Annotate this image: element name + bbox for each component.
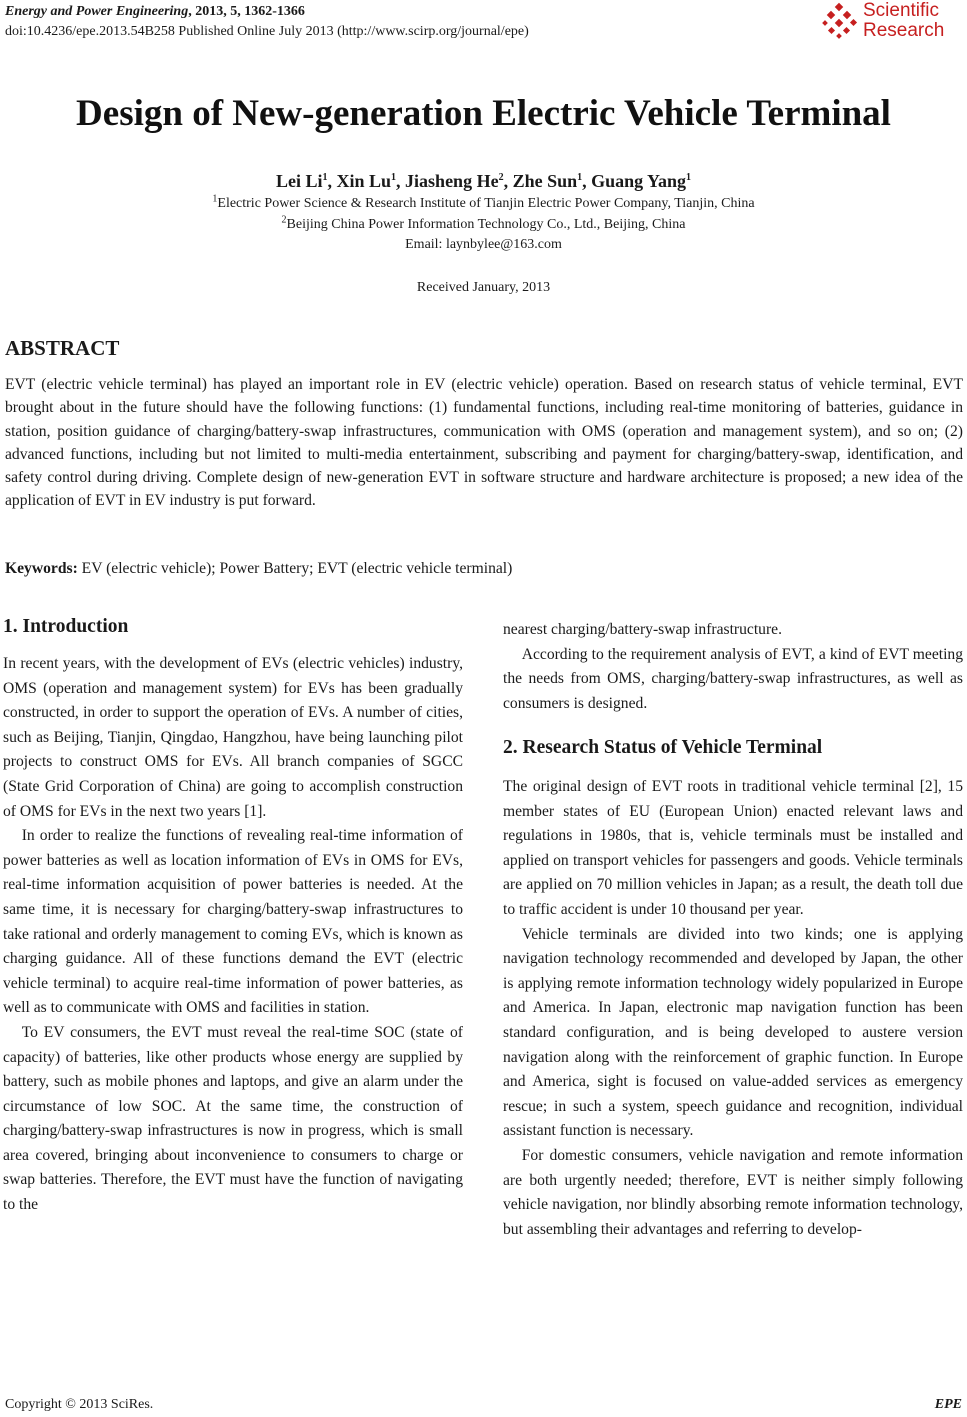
paragraph: In recent years, with the development of EVs (electric vehicles) industry, OMS (operation and management system) for EVs has been gradually constructed, in order to support the operation of EVs. A number of cities, such as Beijing, Tianjin, Qingdao, Hangzhou, have being launching pilot projects to construct OMS for EVs. All branch companies of SGCC (State Grid Corporation of China) are going to accomplish construction of OMS for EVs in the next two years [1].: [3, 655, 463, 820]
doi-line: doi:10.4236/epe.2013.54B258 Published Online July 2013 (http://www.scirp.org/journal/epe): [5, 24, 529, 39]
journal-abbreviation: EPE: [934, 1397, 962, 1412]
paragraph: In order to realize the functions of revealing real-time information of power batteries as well as location information of EVs in OMS for EVs, real-time information acquisition of power batteries is needed. At the same time, it is necessary for charging/battery-swap infrastructures to take rational and orderly management to coming EVs, which is known as charging guidance. All of these functions demand the EVT (electric vehicle terminal) to acquire real-time information of power batteries, as well as to communicate with OMS and facilities in station.: [3, 827, 463, 1017]
journal-volume: 2013, 5, 1362-1366: [195, 4, 305, 19]
paragraph: Vehicle terminals are divided into two kinds; one is applying navigation technology recommended and developed by Japan, the other is applying remote information technology widely popularized in Europe and America. In Japan, electronic map navigation function has been standard configuration, and is being developed to austere version navigation along with the reinforcement of graphic function. In Europe and America, sight is focused on value-added services as emergency rescue; in such a system, speech guidance and recognition, individual assistant function is necessary.: [503, 925, 963, 1140]
journal-header: [5, 2, 529, 42]
paragraph: To EV consumers, the EVT must reveal the real-time SOC (state of capacity) of batteries, like other products whose energy are supplied by battery, such as mobile phones and laptops, and give an alarm under the circumstance of low SOC. At the same time, the construction of charging/battery-swap infrastructures is now in progress, which is small area covered, bringing about inconvenience to consumers to charge or swap batteries. Therefore, the EVT must have the function of navigating to the: [3, 1023, 463, 1214]
paragraph: According to the requirement analysis of EVT, a kind of EVT meeting the needs from OMS, charging/battery-swap infrastructures, as well as consumers is designed.: [503, 645, 963, 712]
paper-title: Design of New-generation Electric Vehicle Terminal: [76, 93, 891, 134]
keywords: [5, 560, 512, 578]
left-column-body: [3, 652, 463, 1218]
affiliation-2: $^2$Beijing China Power Information Technology Co., Ltd., Beijing, China: [281, 214, 686, 232]
journal-citation: Energy and Power Engineering, 2013, 5, 1362-1366: [5, 4, 305, 19]
author: Xin Lu: [336, 171, 392, 191]
logo-text: Scientific Research: [863, 0, 945, 41]
keywords-label: Keywords:: [5, 560, 78, 577]
author: Jiasheng He: [405, 171, 499, 191]
keywords-text: EV (electric vehicle); Power Battery; EVT (electric vehicle terminal): [81, 560, 513, 577]
author-list: Lei Li$^1$, Xin Lu$^1$, Jiasheng He$^2$, Zhe Sun$^1$, Guang Yang$^1$: [276, 171, 691, 191]
author: Zhe Sun: [512, 171, 578, 191]
affiliation-1: $^1$Electric Power Science & Research Institute of Tianjin Electric Power Company, Tianjin, China: [212, 193, 755, 211]
received-date: Received January, 2013: [416, 280, 551, 295]
author: Lei Li: [276, 171, 323, 191]
paragraph: nearest charging/battery-swap infrastructure.: [503, 621, 782, 638]
publisher-logo: [821, 0, 961, 44]
author-email: Email: laynbylee@163.com: [405, 237, 562, 252]
copyright-notice: Copyright © 2013 SciRes.: [5, 1397, 154, 1412]
right-column-body-top: [503, 618, 963, 716]
abstract-heading: ABSTRACT: [5, 336, 120, 360]
paragraph: The original design of EVT roots in traditional vehicle terminal [2], 15 member states of EU (European Union) enacted relevant laws and regulations in 1980s, that is, vehicle terminals must be installed and applied on transport vehicles for passengers and goods. Vehicle terminals are applied on 70 million vehicles in Japan; as a result, the death toll due to traffic accident is under 10 thousand per year.: [503, 778, 963, 918]
section-heading-introduction: 1. Introduction: [3, 616, 129, 637]
right-column-body: [503, 775, 963, 1242]
logo-icon: [821, 2, 861, 42]
journal-name: Energy and Power Engineering: [5, 4, 189, 19]
section-heading-research-status: 2. Research Status of Vehicle Terminal: [503, 737, 823, 758]
author: Guang Yang: [591, 171, 686, 191]
paragraph: For domestic consumers, vehicle navigation and remote information are both urgently needed; therefore, EVT is neither simply following vehicle navigation, nor blindly absorbing remote information technology, but assembling their advantages and referring to develop-: [503, 1146, 963, 1238]
abstract-text: EVT (electric vehicle terminal) has played an important role in EV (electric vehicle) operation. Based on research status of vehicle terminal, EVT brought about in the future should have the following functions: (1) fundamental functions, including real-time monitoring of batteries, guidance in station, position guidance of charging/battery-swap infrastructures, communication with OMS (operation and management system), and so on; (2) advanced functions, including but not limited to multi-media entertainment, subscribing and payment for charging/battery-swap, identification, and safety control during driving. Complete design of new-generation EVT in software structure and hardware architecture is proposed; a new idea of the application of EVT in EV industry is put forward.: [5, 376, 963, 510]
